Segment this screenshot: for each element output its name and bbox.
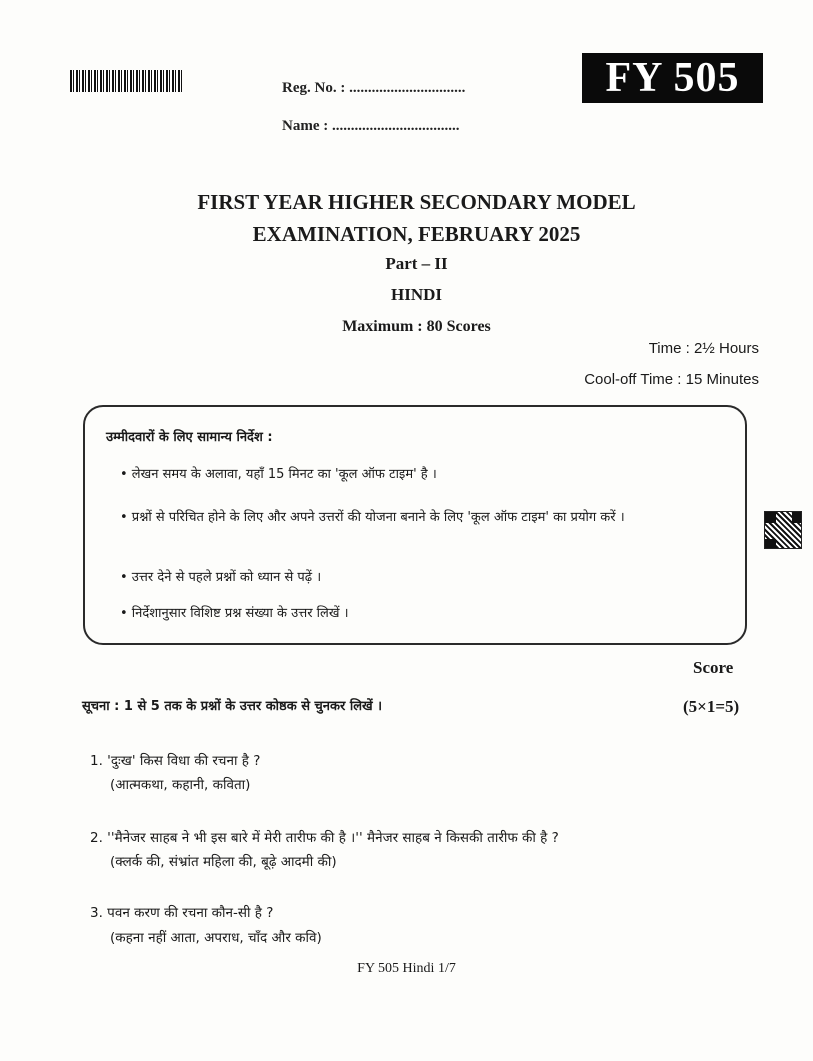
question-options: (क्लर्क की, संभ्रांत महिला की, बूढ़े आदमी की)	[110, 854, 337, 870]
question-text: 1. 'दुःख' किस विधा की रचना है ?	[90, 753, 261, 769]
question-options: (कहना नहीं आता, अपराध, चाँद और कवि)	[110, 930, 322, 946]
page-footer: FY 505 Hindi 1/7	[357, 961, 456, 976]
question-text: 2. ''मैनेजर साहब ने भी इस बारे में मेरी तारीफ की है ।'' मैनेजर साहब ने किसकी तारीफ की है ?	[90, 830, 559, 846]
score-heading: Score	[693, 658, 734, 677]
qr-code	[764, 511, 802, 549]
instructions-title: उम्मीदवारों के लिए सामान्य निर्देश :	[106, 430, 273, 445]
name-field: Name : ..................................	[282, 118, 460, 134]
barcode	[70, 70, 182, 92]
max-scores: Maximum : 80 Scores	[342, 318, 491, 335]
question-text: 3. पवन करण की रचना कौन-सी है ?	[90, 905, 274, 921]
exam-title-line2: EXAMINATION, FEBRUARY 2025	[252, 222, 581, 246]
instruction-item: • प्रश्नों से परिचित होने के लिए और अपने उत्तरों की योजना बनाने के लिए 'कूल ऑफ टाइम' का प्रयोग करें ।	[120, 510, 625, 525]
question-options: (आत्मकथा, कहानी, कविता)	[110, 777, 251, 793]
part-label: Part – II	[385, 254, 448, 273]
instruction-item: • उत्तर देने से पहले प्रश्नों को ध्यान से पढ़ें ।	[120, 570, 322, 585]
instruction-item: • लेखन समय के अलावा, यहाँ 15 मिनट का 'कूल ऑफ टाइम' है ।	[120, 467, 437, 482]
section-notice: सूचना : 1 से 5 तक के प्रश्नों के उत्तर कोष्ठक से चुनकर लिखें ।	[82, 699, 383, 714]
instruction-item: • निर्देशानुसार विशिष्ट प्रश्न संख्या के उत्तर लिखें ।	[120, 606, 349, 621]
cool-off-label: Cool-off Time : 15 Minutes	[584, 371, 759, 388]
time-label: Time : 2½ Hours	[648, 340, 759, 357]
subject-label: HINDI	[390, 285, 442, 304]
paper-code-badge: FY 505	[582, 53, 763, 103]
reg-no-field: Reg. No. : ...............................	[282, 80, 466, 96]
section-marks: (5×1=5)	[683, 697, 740, 716]
exam-title-line1: FIRST YEAR HIGHER SECONDARY MODEL	[197, 190, 636, 214]
